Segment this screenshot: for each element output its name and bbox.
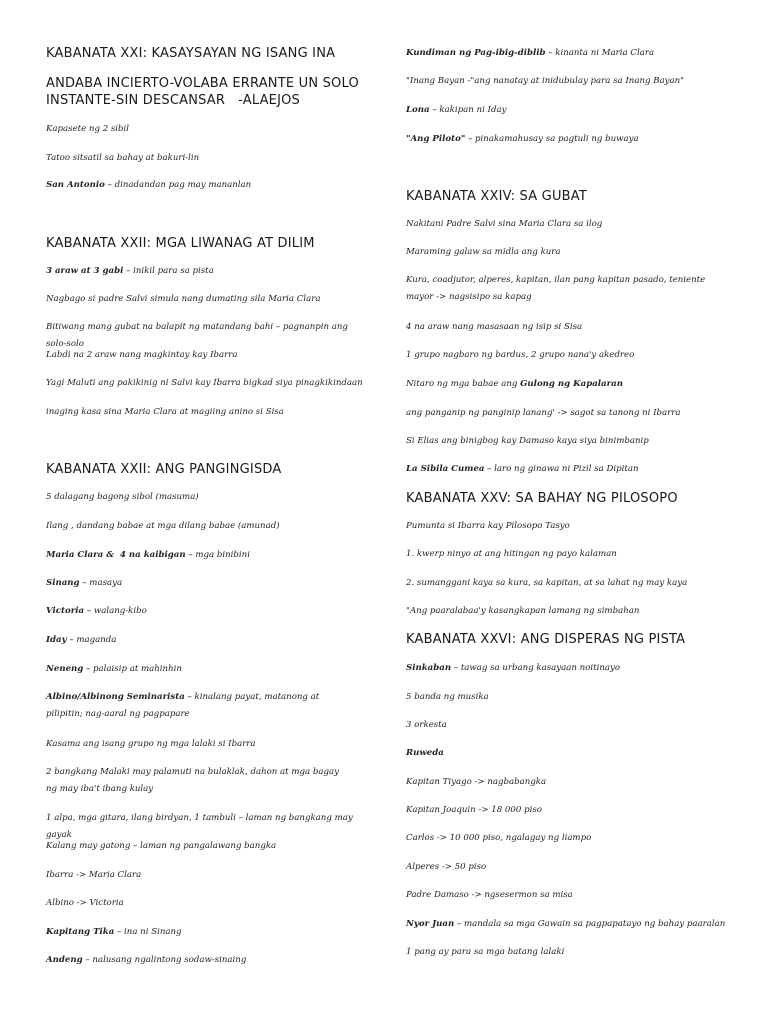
note-line: Kapitan Joaquin -> 18 000 piso xyxy=(406,805,542,815)
note-line: Maria Clara & 4 na kaibigan – mga binibini xyxy=(46,550,250,560)
note-line: Andeng – nalusang ngalintong sodaw-sinaing xyxy=(46,955,247,965)
note-line: 2. sumanggani kaya sa kura, sa kapitan, at sa lahat ng may kaya xyxy=(406,578,688,588)
chapter-21-title: KABANATA XXI: KASAYSAYAN NG ISANG INA xyxy=(46,46,336,61)
note-line: Kapasete ng 2 sibil xyxy=(46,124,130,134)
note-line: 2 bangkang Malaki may palamuti na bulaklak, dahon at mga bagay ng may iba't ibang kulay xyxy=(46,767,342,794)
note-line: Ruweda xyxy=(406,748,444,758)
note-line: Bitiwang mang gubat na balapit ng matandang bahi – pagnanpin ang solo-solo xyxy=(46,322,351,349)
note-line: ang panganip ng panginip lanang' -> sagot sa tanong ni Ibarra xyxy=(406,408,681,418)
note-line: Pumunta si Ibarra kay Pilosopo Tasyo xyxy=(406,521,570,531)
note-line: Nakitani Padre Salvi sina Maria Clara sa ilog xyxy=(406,219,603,229)
note-line: Kundiman ng Pag-ibig-diblib – kinanta ni Maria Clara xyxy=(406,48,655,58)
note-line: 4 na araw nang masasaan ng isip si Sisa xyxy=(406,322,583,332)
note-line: Ibarra -> Maria Clara xyxy=(46,870,142,880)
chapter-21-subtitle: ANDABA INCIERTO-VOLABA ERRANTE UN SOLO INSTANTE-SIN DESCANSAR -ALAEJOS xyxy=(46,76,364,108)
chapter-22-title: KABANATA XXII: MGA LIWANAG AT DILIM xyxy=(46,236,315,251)
note-line: Kura, coadjutor, alperes, kapitan, ilan pang kapitan pasado, teniente mayor -> nagsisipo sa kapag xyxy=(406,275,708,302)
note-line: Kapitan Tiyago -> nagbabangka xyxy=(406,777,547,787)
note-line: Yagi Maluti ang pakikinig ni Salvi kay Ibarra bigkad siya pinagkikindaan xyxy=(46,378,363,388)
note-line: Lona – kakipan ni Iday xyxy=(406,105,507,115)
note-line: Kapitang Tika – ina ni Sinang xyxy=(46,927,182,937)
note-line: Kasama ang isang grupo ng mga lalaki si Ibarra xyxy=(46,739,256,749)
note-line: Sinang – masaya xyxy=(46,578,123,588)
note-line: 1 alpa, mga gitara, ilang birdyan, 1 tambuli – laman ng bangkang may gayak xyxy=(46,813,356,840)
note-line: Tatoo sitsatil sa bahay at bakuri-lin xyxy=(46,153,200,163)
note-line: Neneng – palaisip at mahinhin xyxy=(46,664,182,674)
note-line: inaging kasa sina Maria Clara at magiing anino si Sisa xyxy=(46,407,284,417)
note-line: 3 orkesta xyxy=(406,720,447,730)
note-line: 1 grupo nagbaro ng bardus, 2 grupo nana'y akedreo xyxy=(406,350,635,360)
note-line: La Sibila Cumea – laro ng ginawa ni Pizil sa Dipitan xyxy=(406,464,639,474)
note-line: Labdi na 2 araw nang magkintay kay Ibarra xyxy=(46,350,238,360)
note-line: Iday – maganda xyxy=(46,635,117,645)
note-line: 1 pang ay para sa mga batang lalaki xyxy=(406,947,565,957)
chapter-24-title: KABANATA XXIV: SA GUBAT xyxy=(406,189,588,204)
note-line: 5 dalagang bagong sibol (masuma) xyxy=(46,492,199,502)
note-line: Kalang may gatong – laman ng pangalawang bangka xyxy=(46,841,277,851)
note-line: "Ang Piloto" – pinakamahusay sa pagtuli ng buwaya xyxy=(406,134,639,144)
note-line: Si Elias ang binigbog kay Damaso kaya siya binimbanip xyxy=(406,436,649,446)
note-line: Victoria – walang-kibo xyxy=(46,606,147,616)
note-line: Albino -> Victoria xyxy=(46,898,124,908)
chapter-23-title: KABANATA XXII: ANG PANGINGISDA xyxy=(46,462,282,477)
note-line: Maraming galaw sa midla ang kura xyxy=(406,247,561,257)
note-line: 1. kwerp ninyo at ang hitingan ng payo kalaman xyxy=(406,549,617,559)
note-line: Albino/Albinong Seminarista – kinalang payat, matanong at pilipitin; nag-aaral ng pagpapare xyxy=(46,692,322,719)
note-line: Padre Damaso -> ngsesermon sa misa xyxy=(406,890,573,900)
chapter-25-title: KABANATA XXV: SA BAHAY NG PILOSOPO xyxy=(406,491,678,506)
note-line: Nitaro ng mga babae ang Gulong ng Kapalaran xyxy=(406,379,623,389)
note-line: San Antonio – dinadandan pag may mananlan xyxy=(46,180,252,190)
note-line: Carlos -> 10 000 piso, ngalagay ng liampo xyxy=(406,833,592,843)
note-line: Ilang , dandang babae at mga dilang babae (amunad) xyxy=(46,521,280,531)
chapter-26-title: KABANATA XXVI: ANG DISPERAS NG PISTA xyxy=(406,632,686,647)
note-line: Nagbago si padre Salvi simula nang dumating sila Maria Clara xyxy=(46,294,321,304)
note-line: "Ang paaralabaa'y kasangkapan lamang ng simbahan xyxy=(406,606,640,616)
note-line: 3 araw at 3 gabi – inikil para sa pista xyxy=(46,266,214,276)
note-line: Alperes -> 50 piso xyxy=(406,862,487,872)
note-line: "Inang Bayan -"ang nanatay at inidubulay para sa Inang Bayan" xyxy=(406,76,685,86)
note-line: Sinkaban – tawag sa urbang kasayaan noitinayo xyxy=(406,663,621,673)
note-line: Nyor Juan – mandala sa mga Gawain sa pagpapatayo ng bahay paaralan xyxy=(406,919,726,929)
note-line: 5 banda ng musika xyxy=(406,692,489,702)
